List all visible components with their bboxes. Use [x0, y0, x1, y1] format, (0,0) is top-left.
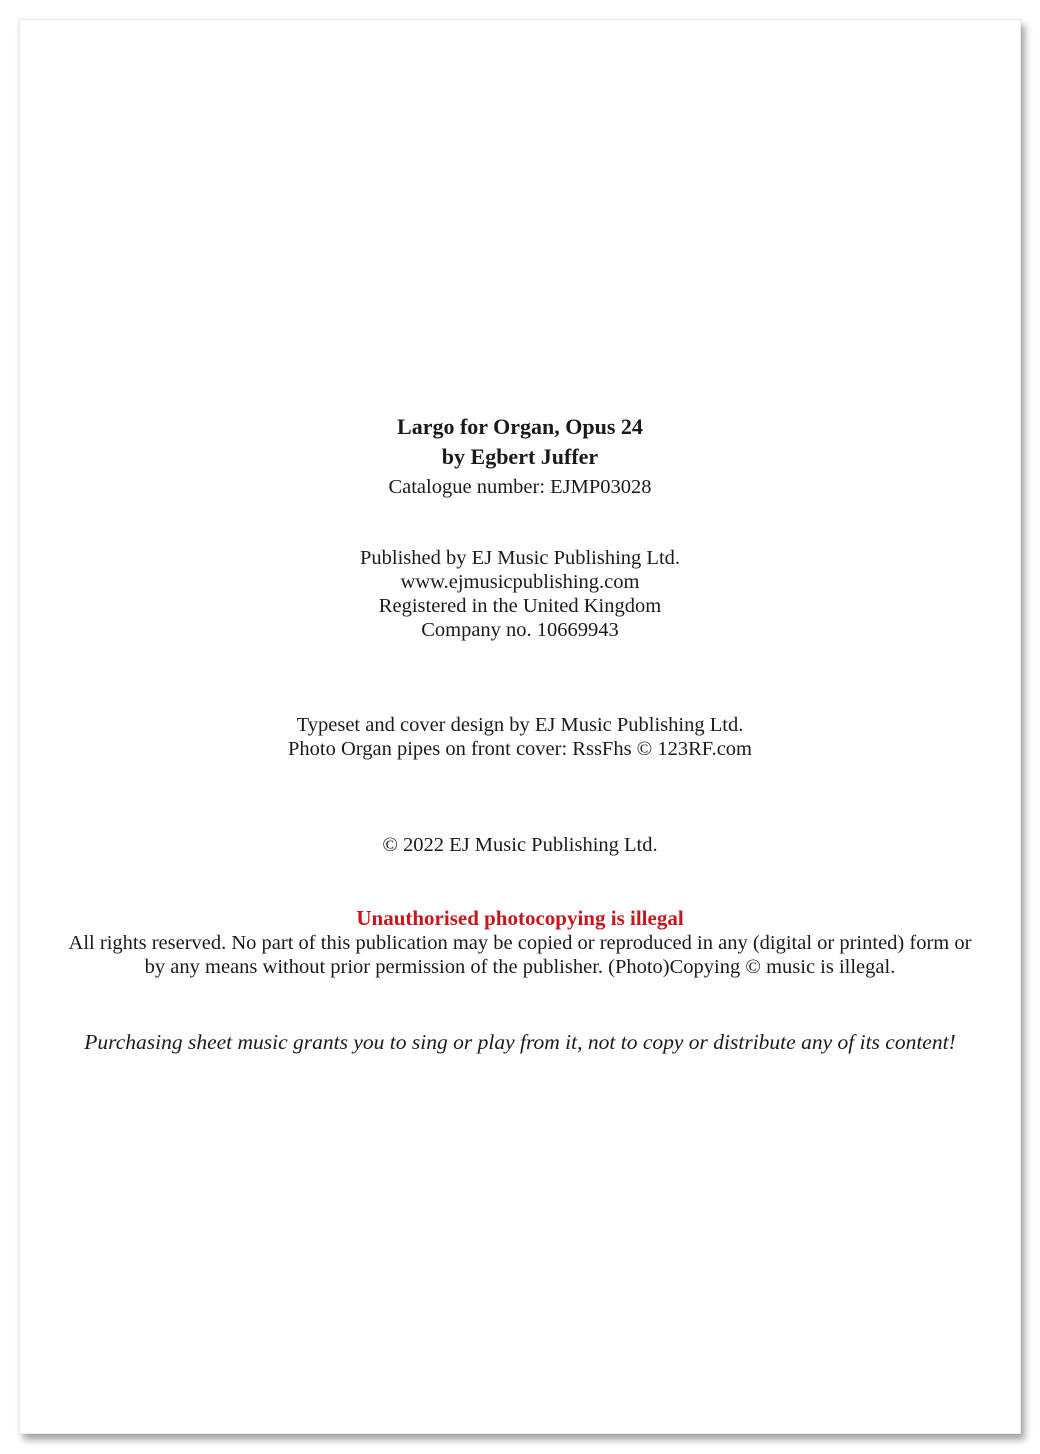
publisher-website: www.ejmusicpublishing.com — [400, 571, 640, 593]
document-page — [19, 19, 1021, 1434]
photocopy-warning: Unauthorised photocopying is illegal — [356, 906, 684, 930]
catalogue-number: Catalogue number: EJMP03028 — [388, 476, 652, 498]
closing-statement: Purchasing sheet music grants you to sing or play from it, not to copy or distribute any of its content! — [84, 1030, 956, 1054]
publisher-name: Published by EJ Music Publishing Ltd. — [359, 547, 681, 569]
typeset-credit: Typeset and cover design by EJ Music Publishing Ltd. — [296, 714, 744, 736]
company-number: Company no. 10669943 — [421, 619, 619, 641]
photo-credit: Photo Organ pipes on front cover: RssFhs © 123RF.com — [288, 738, 752, 760]
work-title: Largo for Organ, Opus 24 — [397, 414, 643, 439]
rights-text-line-2: by any means without prior permission of the publisher. (Photo)Copying © music is illegal. — [144, 956, 896, 978]
registration-line: Registered in the United Kingdom — [378, 595, 662, 617]
copyright-line: © 2022 EJ Music Publishing Ltd. — [382, 834, 658, 856]
rights-text-line-1: All rights reserved. No part of this publication may be copied or reproduced in any (digital or printed) form or — [68, 932, 972, 954]
composer-line: by Egbert Juffer — [441, 444, 599, 469]
